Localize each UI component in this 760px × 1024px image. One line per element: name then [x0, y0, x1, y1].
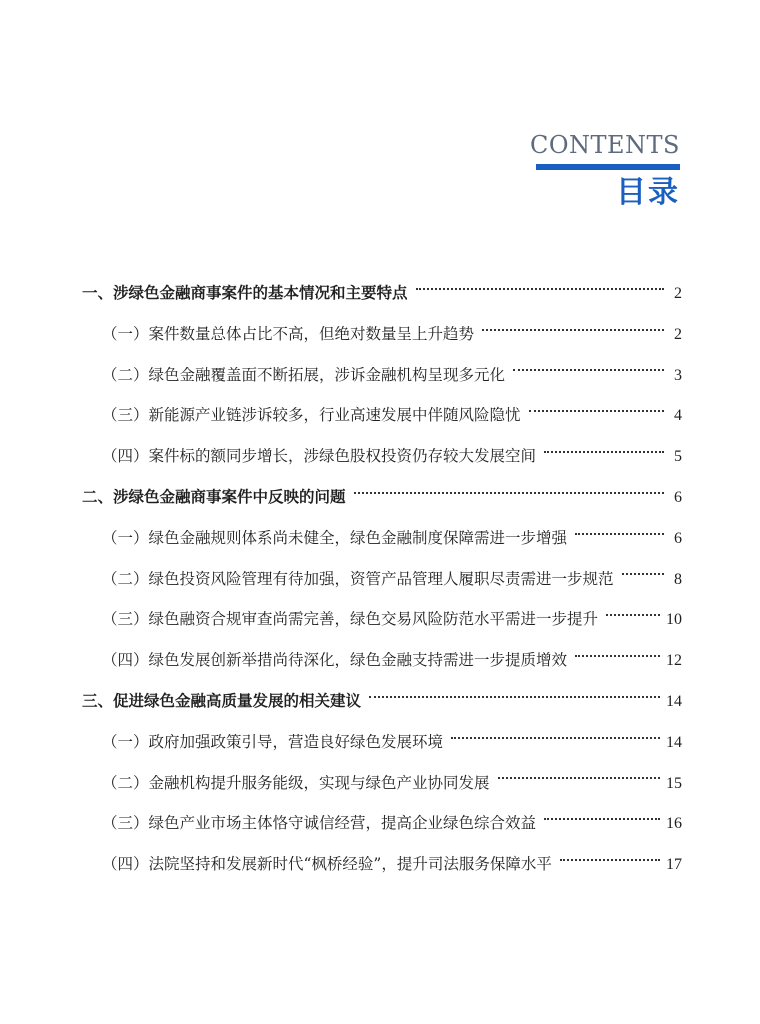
toc-section-entry[interactable]	[82, 599, 682, 640]
toc-leader-dots	[575, 654, 660, 657]
toc-section-entry[interactable]	[82, 436, 682, 477]
toc-section-entry[interactable]	[82, 314, 682, 355]
toc-page-number: 2	[674, 325, 682, 343]
toc-page-number: 14	[666, 692, 682, 710]
toc-chapter-entry[interactable]	[82, 477, 682, 518]
toc-leader-dots	[560, 858, 660, 861]
toc-section-entry[interactable]	[82, 355, 682, 396]
toc-section-entry[interactable]	[82, 395, 682, 436]
toc-page-number: 5	[674, 448, 682, 466]
accent-bar	[536, 164, 680, 170]
toc-entry-title: （四）案件标的额同步增长，涉绿色股权投资仍存较大发展空间	[102, 447, 537, 466]
toc-entry-title: （一）政府加强政策引导，营造良好绿色发展环境	[102, 732, 444, 751]
toc-page-number: 10	[666, 611, 682, 629]
toc-leader-dots	[606, 613, 660, 616]
contents-header	[530, 128, 680, 210]
toc-leader-dots	[513, 368, 664, 371]
toc-entry-title: 一、涉绿色金融商事案件的基本情况和主要特点	[82, 284, 408, 302]
toc-section-entry[interactable]	[82, 559, 682, 600]
toc-chapter-entry[interactable]	[82, 273, 682, 314]
toc-page-number: 15	[666, 774, 682, 792]
toc-section-entry[interactable]	[82, 803, 682, 844]
toc-entry-title: （四）绿色发展创新举措尚待深化，绿色金融支持需进一步提质增效	[102, 651, 568, 670]
toc-page-number: 2	[674, 285, 682, 302]
toc-leader-dots	[498, 776, 660, 779]
toc-entry-title: （三）绿色产业市场主体恪守诚信经营，提高企业绿色综合效益	[102, 814, 537, 833]
toc-page-number: 6	[674, 488, 682, 506]
toc-entry-title: （四）法院坚持和发展新时代“枫桥经验”，提升司法服务保障水平	[102, 855, 552, 874]
toc-section-entry[interactable]	[82, 722, 682, 763]
toc-leader-dots	[544, 817, 660, 820]
toc-section-entry[interactable]	[82, 763, 682, 804]
toc-page-number: 3	[674, 366, 682, 384]
toc-leader-dots	[622, 572, 664, 575]
toc-page-number: 8	[674, 570, 682, 588]
toc-section-entry[interactable]	[82, 640, 682, 681]
toc-leader-dots	[529, 409, 664, 412]
toc-entry-title: （一）绿色金融规则体系尚未健全，绿色金融制度保障需进一步增强	[102, 528, 568, 547]
toc-entry-title: 三、促进绿色金融高质量发展的相关建议	[82, 691, 362, 710]
toc-page-number: 4	[674, 407, 682, 425]
toc-leader-dots	[575, 532, 664, 535]
toc-page-number: 6	[674, 529, 682, 547]
toc-section-entry[interactable]	[82, 518, 682, 559]
toc-leader-dots	[544, 450, 664, 453]
toc-section-entry[interactable]	[82, 844, 682, 885]
toc-entry-title: （三）新能源产业链涉诉较多，行业高速发展中伴随风险隐忧	[102, 406, 521, 425]
toc-entry-title: （二）绿色金融覆盖面不断拓展，涉诉金融机构呈现多元化	[102, 365, 506, 384]
toc-entry-title: （二）绿色投资风险管理有待加强，资管产品管理人履职尽责需进一步规范	[102, 569, 614, 588]
contents-heading-en: CONTENTS	[529, 131, 680, 159]
toc-leader-dots	[416, 287, 664, 290]
toc-page-number: 14	[666, 733, 682, 751]
toc-chapter-entry[interactable]	[82, 681, 682, 722]
toc-page-number: 17	[666, 856, 682, 874]
toc-entry-title: （二）金融机构提升服务能级，实现与绿色产业协同发展	[102, 773, 490, 792]
toc-leader-dots	[482, 328, 664, 331]
toc-page-number: 16	[666, 815, 682, 833]
toc-entry-title: （三）绿色融资合规审查尚需完善，绿色交易风险防范水平需进一步提升	[102, 610, 599, 629]
toc-leader-dots	[451, 736, 660, 739]
contents-heading-cn: 目录	[616, 175, 680, 210]
toc-leader-dots	[369, 695, 660, 698]
toc-entry-title: （一）案件数量总体占比不高，但绝对数量呈上升趋势	[102, 324, 475, 343]
toc-leader-dots	[354, 491, 664, 494]
toc-page-number: 12	[666, 652, 682, 670]
table-of-contents	[82, 273, 682, 885]
toc-entry-title: 二、涉绿色金融商事案件中反映的问题	[82, 487, 346, 506]
